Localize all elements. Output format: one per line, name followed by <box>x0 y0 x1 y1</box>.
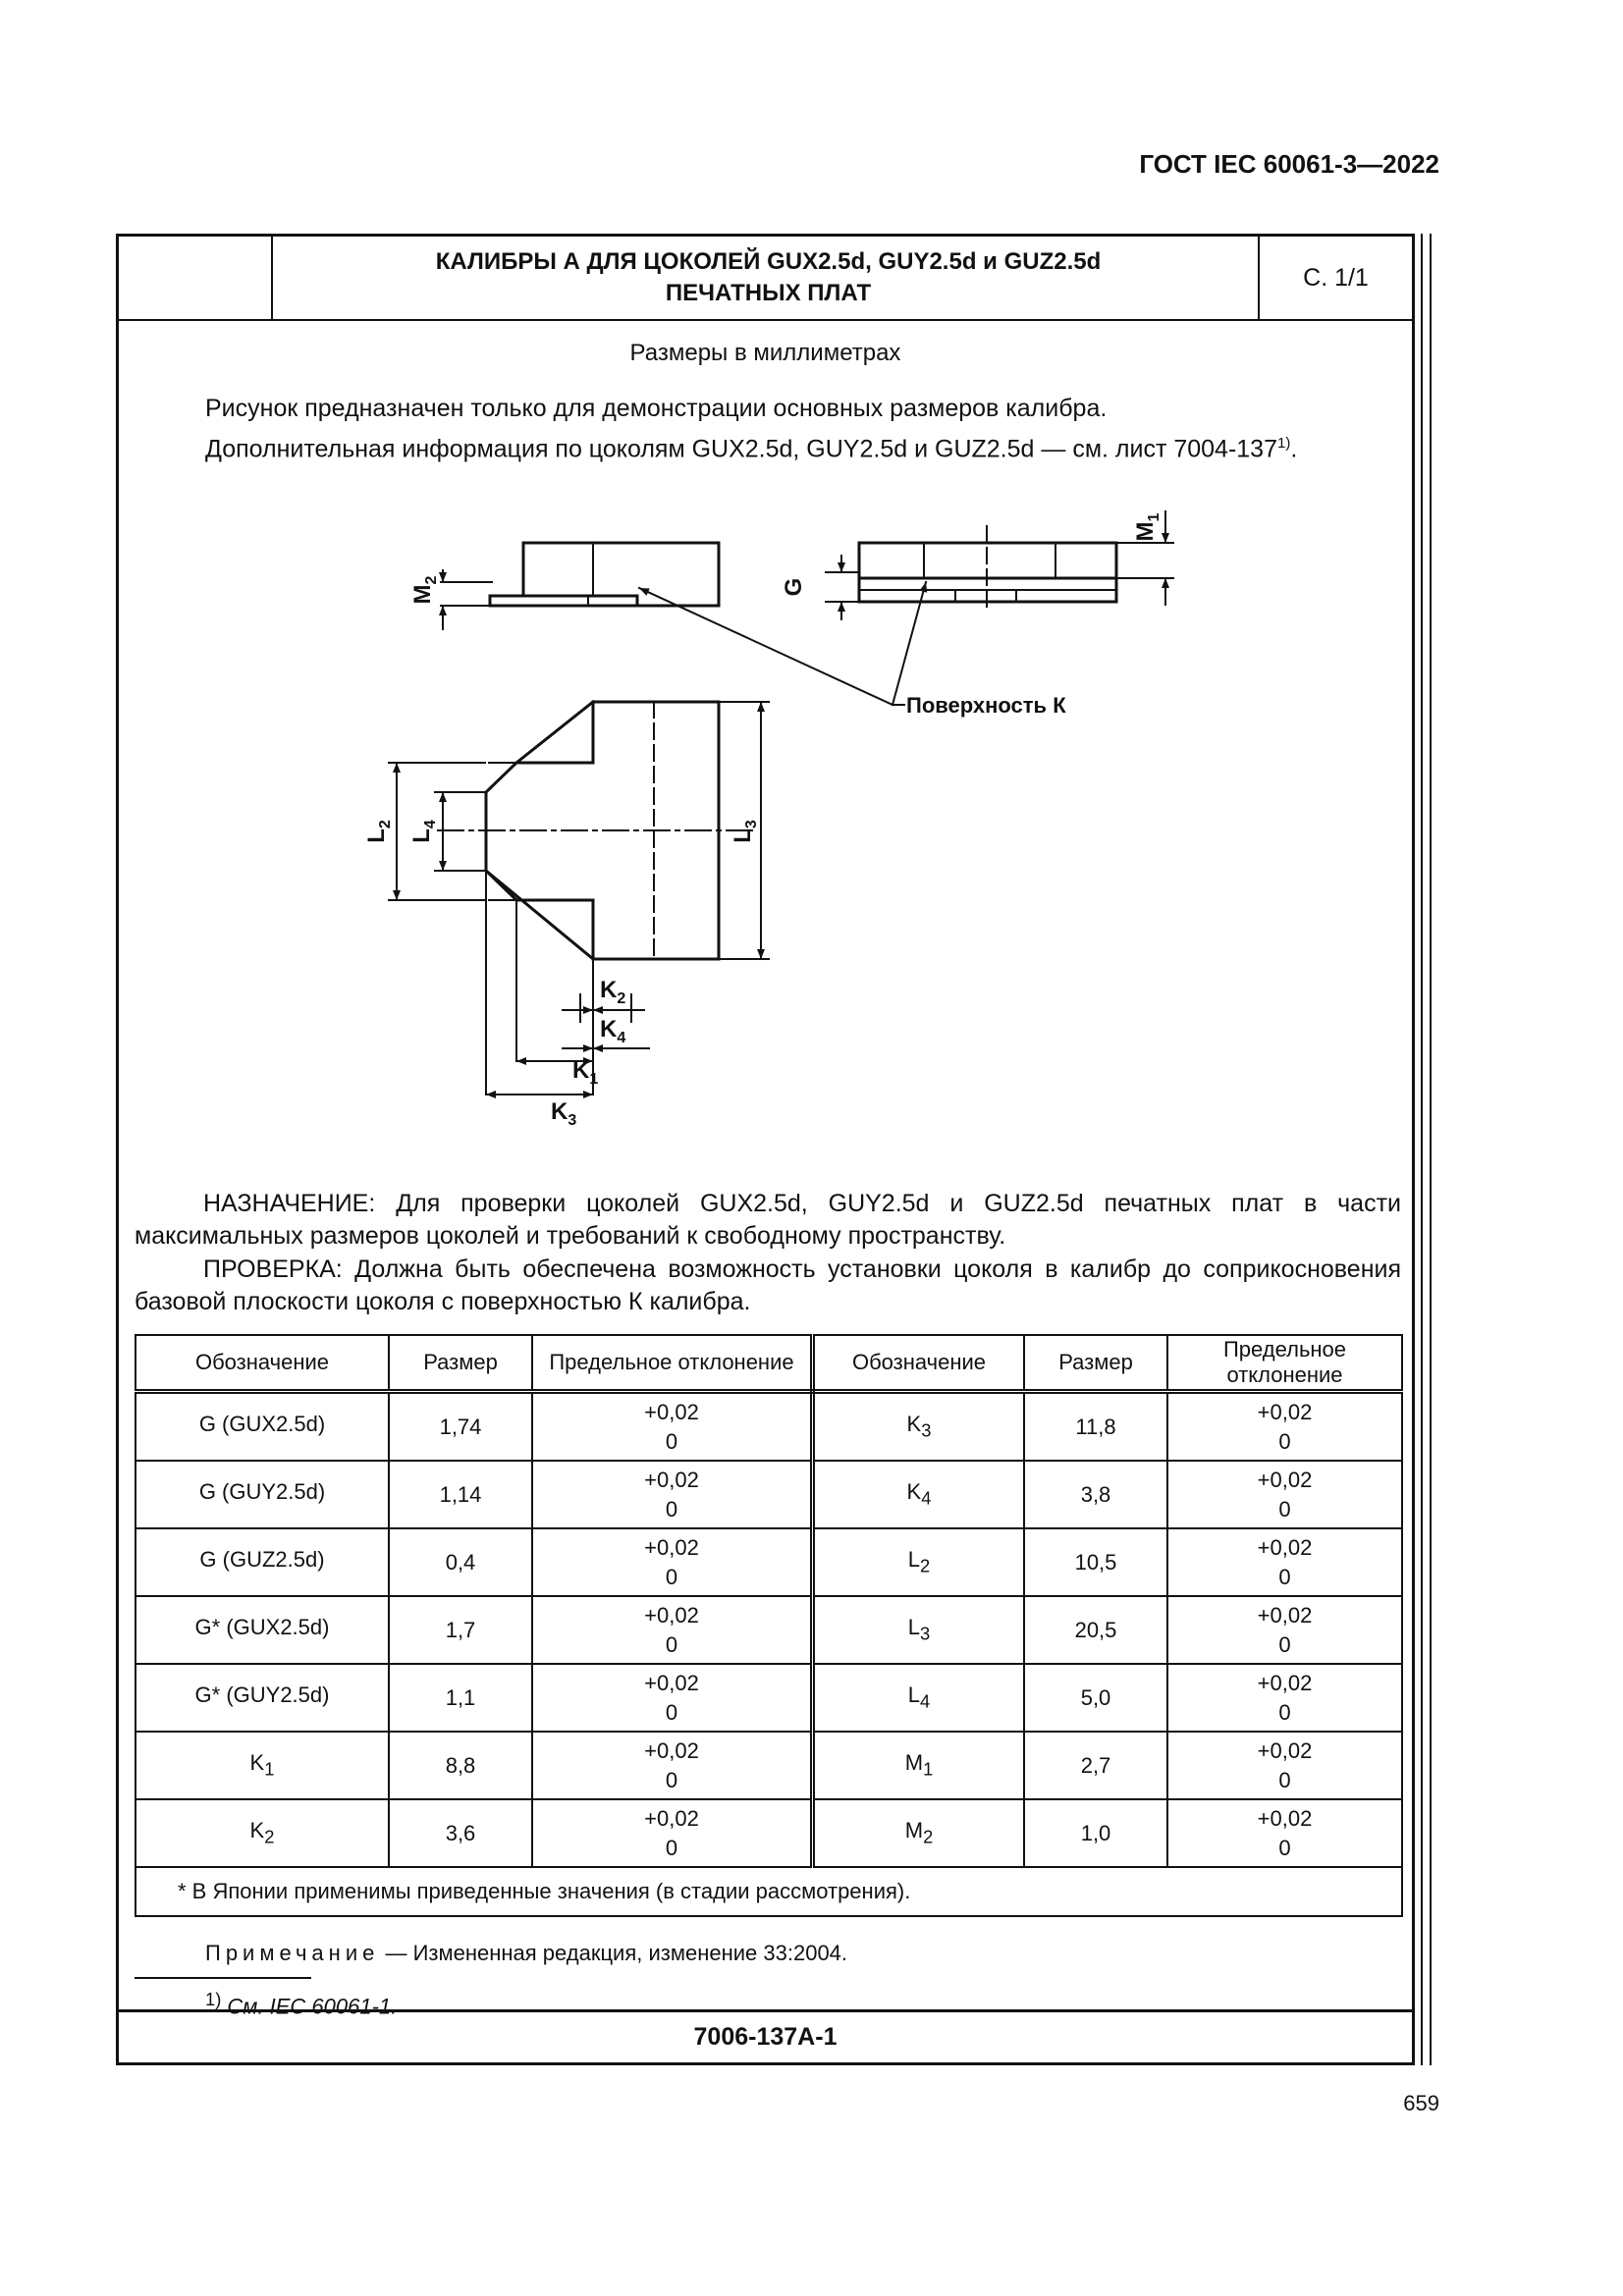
table-footnote: * В Японии применимы приведенные значения (в стадии рассмотрения). <box>135 1867 1402 1916</box>
intro-line-1: Рисунок предназначен только для демонстрации основных размеров калибра. <box>205 395 1108 422</box>
standard-id: ГОСТ IEC 60061-3—2022 <box>1139 149 1439 179</box>
sheet-number: 7006-137A-1 <box>119 2009 1412 2062</box>
col-header: Предельное отклонение <box>1167 1335 1402 1392</box>
sheet-page: С. 1/1 <box>1258 237 1412 319</box>
designation-symbol: K <box>249 1818 265 1843</box>
table-row <box>135 1392 1402 1462</box>
lower-deviation: 0 <box>665 1428 678 1454</box>
designation-cell <box>135 1664 389 1732</box>
designation-cell <box>135 1528 389 1596</box>
designation-subscript: 4 <box>921 1487 932 1509</box>
upper-deviation: +0,02 <box>644 1602 699 1628</box>
note-text: — Измененная редакция, изменение 33:2004. <box>379 1941 848 1965</box>
size-cell: 2,7 <box>1024 1732 1167 1799</box>
size-cell: 1,14 <box>389 1461 532 1528</box>
table-footnote-row <box>135 1867 1402 1916</box>
gauge-drawing <box>119 237 1415 1199</box>
upper-deviation: +0,02 <box>644 1399 699 1424</box>
col-header: Обозначение <box>813 1335 1025 1392</box>
designation-symbol: G (GUX2.5d) <box>198 1412 326 1437</box>
footnote-ref: 1) <box>1277 435 1291 452</box>
size-cell: 1,74 <box>389 1392 532 1462</box>
designation-symbol: M <box>904 1750 924 1776</box>
intro-line-2: Дополнительная информация по цоколям GUX2.5d, GUY2.5d и GUZ2.5d — см. лист 7004-137$^{1)}$. <box>205 435 1298 463</box>
upper-deviation: +0,02 <box>1257 1602 1313 1628</box>
lower-deviation: 0 <box>665 1767 678 1792</box>
lower-deviation: 0 <box>665 1699 678 1725</box>
designation-cell <box>813 1596 1025 1664</box>
designation-cell <box>813 1528 1025 1596</box>
lower-deviation: 0 <box>665 1835 678 1860</box>
lower-deviation: 0 <box>665 1496 678 1522</box>
upper-deviation: +0,02 <box>1257 1534 1313 1560</box>
table-row <box>135 1664 1402 1732</box>
lower-deviation: 0 <box>665 1564 678 1589</box>
designation-subscript: 4 <box>920 1690 931 1712</box>
designation-cell <box>135 1461 389 1528</box>
table-row <box>135 1596 1402 1664</box>
upper-deviation: +0,02 <box>644 1805 699 1831</box>
designation-cell <box>135 1732 389 1799</box>
designation-subscript: 2 <box>923 1826 934 1847</box>
upper-deviation: +0,02 <box>1257 1737 1313 1763</box>
dim-m2-label: $M_2$ <box>409 575 440 605</box>
designation-symbol: L <box>907 1682 921 1708</box>
size-cell: 1,0 <box>1024 1799 1167 1867</box>
designation-subscript: 3 <box>921 1419 932 1441</box>
designation-symbol: K <box>906 1412 922 1437</box>
size-cell: 1,7 <box>389 1596 532 1664</box>
tolerance-cell <box>532 1596 813 1664</box>
size-cell: 1,1 <box>389 1664 532 1732</box>
dim-k3-label: $K_3$ <box>551 1098 577 1129</box>
size-cell: 20,5 <box>1024 1596 1167 1664</box>
tolerance-cell <box>1167 1732 1402 1799</box>
dim-k4-label: $K_4$ <box>600 1016 626 1046</box>
upper-deviation: +0,02 <box>1257 1399 1313 1424</box>
designation-cell <box>813 1664 1025 1732</box>
designation-symbol: M <box>904 1818 924 1843</box>
dim-l3-label: $L_3$ <box>730 820 760 843</box>
table-row <box>135 1461 1402 1528</box>
units-caption: Размеры в миллиметрах <box>629 340 901 366</box>
note <box>205 1941 847 1966</box>
lower-deviation: 0 <box>1278 1767 1291 1792</box>
tolerance-cell <box>532 1732 813 1799</box>
designation-subscript: 2 <box>264 1826 275 1847</box>
size-cell: 5,0 <box>1024 1664 1167 1732</box>
designation-cell <box>135 1799 389 1867</box>
lower-deviation: 0 <box>665 1631 678 1657</box>
upper-deviation: +0,02 <box>1257 1670 1313 1695</box>
table-row <box>135 1528 1402 1596</box>
tolerance-cell <box>532 1664 813 1732</box>
dim-k1-label: $K_1$ <box>572 1057 599 1088</box>
size-cell: 11,8 <box>1024 1392 1167 1462</box>
dim-m1-label: $M_1$ <box>1132 512 1163 542</box>
designation-cell <box>813 1799 1025 1867</box>
col-header: Размер <box>389 1335 532 1392</box>
table-row <box>135 1799 1402 1867</box>
tolerance-cell <box>1167 1392 1402 1462</box>
designation-cell <box>813 1392 1025 1462</box>
designation-cell <box>813 1732 1025 1799</box>
border-line <box>1430 234 1432 2065</box>
tolerance-cell <box>1167 1461 1402 1528</box>
side-view-left <box>441 543 719 629</box>
designation-subscript: 3 <box>920 1623 931 1644</box>
lower-deviation: 0 <box>1278 1428 1291 1454</box>
tolerance-cell <box>532 1461 813 1528</box>
upper-deviation: +0,02 <box>644 1670 699 1695</box>
size-cell: 3,8 <box>1024 1461 1167 1528</box>
size-cell: 0,4 <box>389 1528 532 1596</box>
designation-symbol: L <box>907 1615 921 1640</box>
designation-cell <box>135 1392 389 1462</box>
title-line-2: ПЕЧАТНЫХ ПЛАТ <box>665 280 872 306</box>
footnote-rule <box>135 1977 311 1979</box>
surface-k-label: Поверхность К <box>906 693 1066 718</box>
designation-symbol: K <box>906 1479 922 1505</box>
note-label: Примечание <box>205 1941 380 1965</box>
dim-k2-label: $K_2$ <box>600 977 626 1007</box>
top-view <box>389 702 769 1095</box>
col-header: Предельное отклонение <box>532 1335 813 1392</box>
lower-deviation: 0 <box>1278 1496 1291 1522</box>
dim-g-label: G <box>781 577 807 597</box>
lower-deviation: 0 <box>1278 1835 1291 1860</box>
designation-subscript: 1 <box>264 1758 275 1780</box>
designation-symbol: G* (GUY2.5d) <box>194 1682 330 1708</box>
size-cell: 10,5 <box>1024 1528 1167 1596</box>
designation-symbol: K <box>249 1750 265 1776</box>
tolerance-cell <box>1167 1596 1402 1664</box>
table-row <box>135 1732 1402 1799</box>
tolerance-cell <box>1167 1528 1402 1596</box>
upper-deviation: +0,02 <box>644 1467 699 1492</box>
tolerance-cell <box>532 1528 813 1596</box>
tolerance-cell <box>532 1799 813 1867</box>
size-cell: 3,6 <box>389 1799 532 1867</box>
upper-deviation: +0,02 <box>644 1737 699 1763</box>
designation-symbol: L <box>907 1547 921 1573</box>
table-header-row <box>135 1335 1402 1392</box>
purpose-text: НАЗНАЧЕНИЕ: Для проверки цоколей GUX2.5d, GUY2.5d и GUZ2.5d печатных плат в части максимальных размеров цоколей и требований к свободному пространству. <box>135 1190 1401 1250</box>
dim-l2-label: $L_2$ <box>363 820 394 843</box>
col-header: Размер <box>1024 1335 1167 1392</box>
designation-cell <box>135 1596 389 1664</box>
size-cell: 8,8 <box>389 1732 532 1799</box>
footnote-text: См. IEC 60061-1. <box>227 1994 398 2019</box>
designation-subscript: 1 <box>923 1758 934 1780</box>
upper-deviation: +0,02 <box>1257 1467 1313 1492</box>
page-number: 659 <box>1403 2091 1439 2115</box>
dim-l4-label: $L_4$ <box>408 820 439 843</box>
designation-symbol: G (GUZ2.5d) <box>199 1547 325 1573</box>
footnote-mark: 1) <box>205 1989 222 2009</box>
upper-deviation: +0,02 <box>644 1534 699 1560</box>
upper-deviation: +0,02 <box>1257 1805 1313 1831</box>
designation-symbol: G (GUY2.5d) <box>198 1479 326 1505</box>
lower-deviation: 0 <box>1278 1699 1291 1725</box>
check-text: ПРОВЕРКА: Должна быть обеспечена возможность установки цоколя в калибр до соприкосновения базовой плоскости цоколя с поверхностью К калибра. <box>135 1255 1401 1315</box>
dimensions-table <box>135 1334 1403 1917</box>
title-line-1: КАЛИБРЫ А ДЛЯ ЦОКОЛЕЙ GUX2.5d, GUY2.5d и GUZ2.5d <box>435 248 1102 275</box>
tolerance-cell <box>532 1392 813 1462</box>
tolerance-cell <box>1167 1799 1402 1867</box>
side-view-right <box>826 511 1173 619</box>
col-header: Обозначение <box>135 1335 389 1392</box>
lower-deviation: 0 <box>1278 1564 1291 1589</box>
designation-subscript: 2 <box>920 1555 931 1576</box>
border-line <box>1421 234 1423 2065</box>
designation-symbol: G* (GUX2.5d) <box>194 1615 330 1640</box>
lower-deviation: 0 <box>1278 1631 1291 1657</box>
gauge-sheet <box>116 234 1415 2065</box>
tolerance-cell <box>1167 1664 1402 1732</box>
designation-cell <box>813 1461 1025 1528</box>
